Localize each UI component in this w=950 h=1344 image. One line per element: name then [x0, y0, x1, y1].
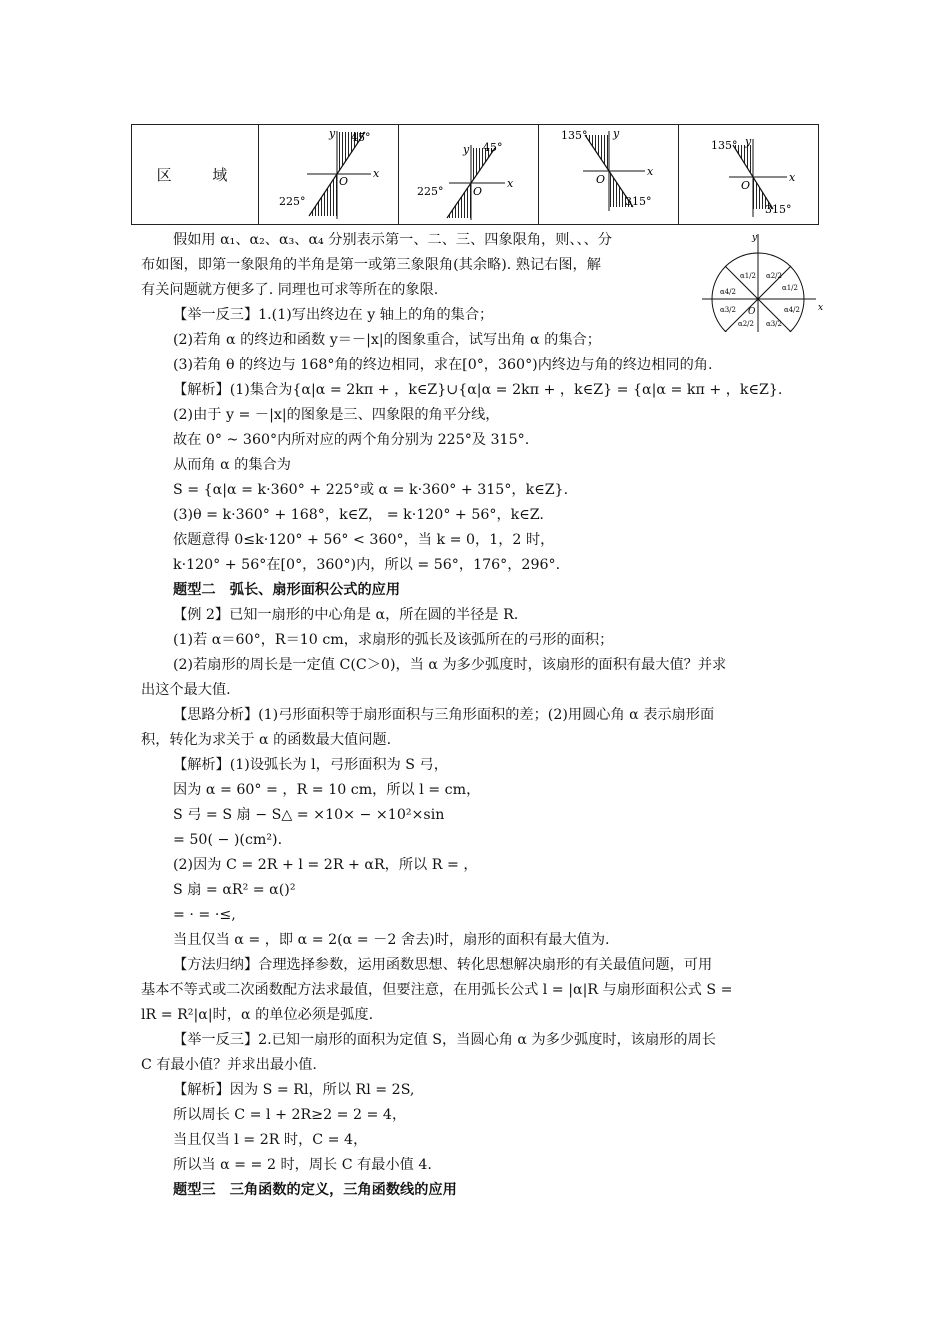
- wheel-sector-label: α2/2: [766, 272, 782, 280]
- text-line: 当且仅当 l = 2R 时，C = 4，: [173, 1132, 368, 1148]
- text-line: (3)θ = k·360° + 168°，k∈Z， = k·120° + 56°，k∈Z.: [173, 507, 544, 523]
- text-line: 【例 2】已知一扇形的中心角是 α，所在圆的半径是 R.: [173, 607, 519, 623]
- text-line: 假如用 α₁、α₂、α₃、α₄ 分别表示第一、二、三、四象限角，则、、、分: [173, 232, 612, 248]
- text-line: 从而角 α 的集合为: [173, 457, 291, 473]
- axis-y-label: y: [744, 135, 751, 148]
- origin-label: O: [338, 175, 348, 188]
- angle-label-2: 315°: [764, 203, 791, 216]
- text-line: 所以周长 C = l + 2R≥2 = 2 = 4，: [173, 1107, 407, 1123]
- region-diagram-4: [689, 127, 809, 222]
- text-line: 出这个最大值.: [141, 682, 231, 698]
- text-line: = 50( − )(cm²).: [173, 832, 283, 848]
- wheel-sector-label: α3/2: [720, 306, 736, 314]
- axis-y-label: y: [328, 127, 335, 140]
- text-line: 【解析】因为 S = Rl，所以 Rl = 2S,: [173, 1082, 415, 1098]
- origin-label: O: [472, 185, 482, 198]
- axis-y-label: y: [612, 127, 619, 140]
- text-line: S 扇 = αR² = α()²: [173, 882, 296, 898]
- text-line: = · = ·≤,: [173, 907, 236, 923]
- text-line: S 弓 = S 扇 − S△ = ×10× − ×10²×sin: [173, 807, 445, 823]
- region-diagram-3: [549, 127, 669, 222]
- text-line: 布如图，即第一象限角的半角是第一或第三象限角(其余略). 熟记右图，解: [141, 257, 601, 273]
- text-line: 有关问题就方便多了. 同理也可求等所在的象限.: [141, 282, 439, 298]
- region-table: [131, 124, 819, 225]
- angle-label-1: 45°: [482, 141, 502, 154]
- text-line: 因为 α = 60° = ，R = 10 cm，所以 l = cm，: [173, 782, 481, 798]
- angle-label-1: 135°: [560, 129, 587, 142]
- wheel-sector-label: α4/2: [784, 306, 800, 314]
- text-line: 【方法归纳】合理选择参数，运用函数思想、转化思想解决扇形的有关最值问题，可用: [173, 957, 713, 973]
- text-line: 【思路分析】(1)弓形面积等于扇形面积与三角形面积的差；(2)用圆心角 α 表示扇形面: [173, 707, 715, 723]
- axis-x-label: x: [788, 171, 795, 184]
- region-diagram-1: [269, 127, 389, 222]
- text-line: (1)若 α＝60°，R＝10 cm，求扇形的弧长及该弧所在的弓形的面积；: [173, 632, 614, 648]
- text-line: 【解析】(1)设弧长为 l，弓形面积为 S 弓，: [173, 757, 448, 773]
- section-heading: 题型二 弧长、扇形面积公式的应用: [173, 582, 401, 598]
- text-line: (3)若角 θ 的终边与 168°角的终边相同，求在[0°，360°)内终边与角的终边相同的角.: [173, 357, 713, 373]
- text-line: 积，转化为求关于 α 的函数最大值问题.: [141, 732, 392, 748]
- axis-x-label: x: [506, 177, 513, 190]
- region-cell-2: [399, 125, 539, 225]
- region-cell-4: [679, 125, 819, 225]
- region-cell-3: [539, 125, 679, 225]
- axis-x-label: x: [372, 167, 379, 180]
- text-line: C 有最小值？并求出最小值.: [141, 1057, 317, 1073]
- text-line: (2)若扇形的周长是一定值 C(C＞0)，当 α 为多少弧度时，该扇形的面积有最大值？并求: [173, 657, 727, 673]
- origin-label: O: [740, 179, 750, 192]
- wheel-axis-y: y: [752, 233, 758, 243]
- axis-x-label: x: [646, 165, 653, 178]
- text-line: k·120° + 56°在[0°，360°)内，所以 = 56°，176°，296°.: [173, 557, 561, 573]
- half-angle-wheel: [700, 232, 828, 332]
- text-line: (2)由于 y = －|x|的图象是三、四象限的角平分线，: [173, 407, 500, 423]
- text-line: 依题意得 0≤k·120° + 56° < 360°，当 k = 0，1，2 时，: [173, 532, 555, 548]
- angle-label-1: 45°: [350, 131, 370, 144]
- text-line: lR = R²|α|时，α 的单位必须是弧度.: [141, 1007, 374, 1023]
- text-line: 【解析】(1)集合为{α|α = 2kπ + ，k∈Z}∪{α|α = 2kπ + ，k∈Z} = {α|α = kπ + ，k∈Z}.: [173, 382, 783, 398]
- angle-label-1: 135°: [710, 139, 737, 152]
- text-line: 【举一反三】1.(1)写出终边在 y 轴上的角的集合；: [173, 307, 494, 323]
- text-line: 【举一反三】2.已知一扇形的面积为定值 S，当圆心角 α 为多少弧度时，该扇形的周长: [173, 1032, 716, 1048]
- axis-y-label: y: [462, 143, 469, 156]
- region-cell-1: [259, 125, 399, 225]
- angle-label-2: 225°: [416, 185, 443, 198]
- wheel-sector-label: α3/2: [766, 320, 782, 328]
- angle-label-2: 225°: [278, 195, 305, 208]
- origin-label: O: [595, 173, 605, 186]
- wheel-sector-label: α1/2: [782, 284, 798, 292]
- region-diagram-2: [409, 127, 529, 222]
- region-label: 区 域: [132, 125, 259, 225]
- wheel-sector-label: α4/2: [720, 288, 736, 296]
- text-line: (2)因为 C = 2R + l = 2R + αR，所以 R = ，: [173, 857, 478, 873]
- text-line: 基本不等式或二次函数配方法求最值，但要注意，在用弧长公式 l = |α|R 与扇形面积公式 S =: [141, 982, 733, 998]
- section-heading: 题型三 三角函数的定义，三角函数线的应用: [173, 1182, 457, 1198]
- wheel-sector-label: α2/2: [738, 320, 754, 328]
- wheel-sector-label: α1/2: [740, 272, 756, 280]
- wheel-origin: O: [748, 307, 756, 317]
- angle-label-2: 315°: [624, 195, 651, 208]
- text-line: 故在 0° ~ 360°内所对应的两个角分别为 225°及 315°.: [173, 432, 530, 448]
- text-line: (2)若角 α 的终边和函数 y＝－|x|的图象重合，试写出角 α 的集合；: [173, 332, 601, 348]
- text-line: S = {α|α = k·360° + 225°或 α = k·360° + 315°，k∈Z}.: [173, 482, 569, 498]
- text-line: 当且仅当 α = ，即 α = 2(α = －2 舍去)时，扇形的面积有最大值为.: [173, 932, 610, 948]
- text-line: 所以当 α = = 2 时，周长 C 有最小值 4.: [173, 1157, 432, 1173]
- wheel-axis-x: x: [818, 303, 824, 313]
